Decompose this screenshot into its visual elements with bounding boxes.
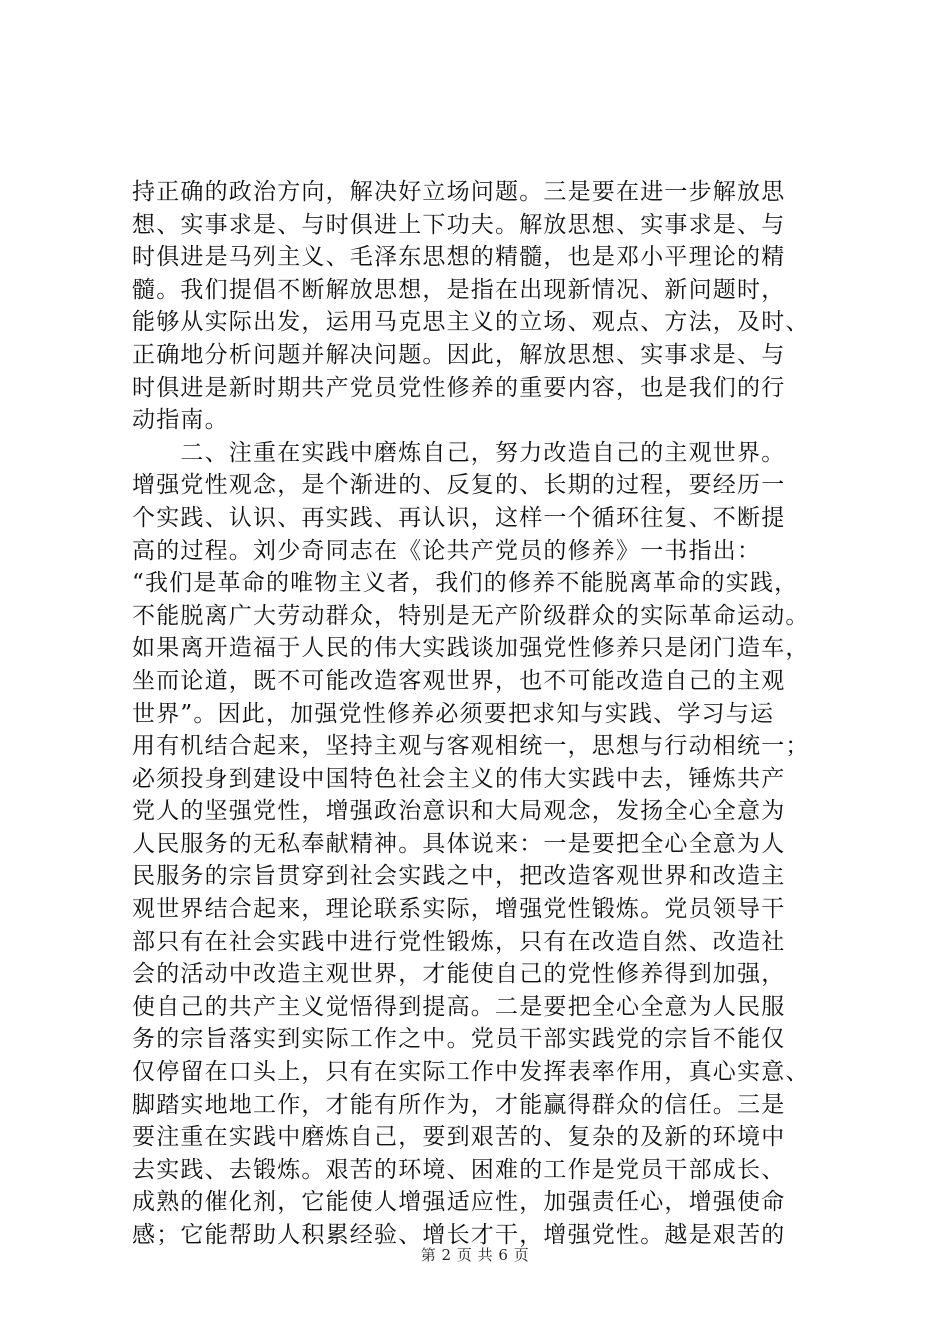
text-line: “我们是革命的唯物主义者，我们的修养不能脱离革命的实践， — [132, 570, 799, 597]
text-line: 部只有在社会实践中进行党性锻炼，只有在改造自然、改造社 — [132, 928, 786, 955]
text-line: 使自己的共产主义觉悟得到提高。二是要把全心全意为人民服 — [132, 993, 786, 1020]
text-line: 用有机结合起来，坚持主观与客观相统一，思想与行动相统一； — [132, 733, 810, 760]
text-line: 如果离开造福于人民的伟大实践谈加强党性修养只是闭门造车， — [132, 635, 810, 662]
text-line: 感；它能帮助人积累经验、增长才干，增强党性。越是艰苦的 — [132, 1222, 786, 1248]
text-line: 时俱进是马列主义、毛泽东思想的精髓，也是邓小平理论的精 — [132, 244, 786, 271]
text-line: 成熟的催化剂，它能使人增强适应性，加强责任心，增强使命 — [132, 1189, 786, 1216]
text-line: 脚踏实地地工作，才能有所作为，才能赢得群众的信任。三是 — [132, 1091, 786, 1118]
text-line: 世界”。因此，加强党性修养必须要把求知与实践、学习与运 — [132, 700, 775, 727]
text-line: 不能脱离广大劳动群众，特别是无产阶级群众的实际革命运动。 — [132, 602, 810, 629]
text-line: 动指南。 — [132, 407, 229, 434]
text-line: 个实践、认识、再实践、再认识，这样一个循环往复、不断提 — [132, 504, 786, 531]
text-line: 要注重在实践中磨炼自己，要到艰苦的、复杂的及新的环境中 — [132, 1124, 786, 1151]
text-line: 党人的坚强党性，增强政治意识和大局观念，发扬全心全意为 — [132, 798, 786, 825]
text-line: 持正确的政治方向，解决好立场问题。三是要在进一步解放思 — [132, 179, 786, 205]
text-line: 二、注重在实践中磨炼自己，努力改造自己的主观世界。 — [132, 439, 786, 466]
text-line: 观世界结合起来，理论联系实际，增强党性锻炼。党员领导干 — [132, 896, 786, 923]
text-line: 仅停留在口头上，只有在实际工作中发挥表率作用，真心实意、 — [132, 1059, 810, 1086]
text-line: 高的过程。刘少奇同志在《论共产党员的修养》一书指出： — [132, 537, 762, 564]
text-line: 人民服务的无私奉献精神。具体说来：一是要把全心全意为人 — [132, 830, 786, 857]
text-line: 正确地分析问题并解决问题。因此，解放思想、实事求是、与 — [132, 341, 786, 368]
text-line: 时俱进是新时期共产党员党性修养的重要内容，也是我们的行 — [132, 374, 786, 401]
page-footer — [0, 1244, 950, 1265]
text-line: 想、实事求是、与时俱进上下功夫。解放思想、实事求是、与 — [132, 211, 786, 238]
text-line: 髓。我们提倡不断解放思想，是指在出现新情况、新问题时， — [132, 276, 786, 303]
page-number-label: 第 2 页 共 6 页 — [420, 1246, 530, 1264]
text-line: 坐而论道，既不可能改造客观世界，也不可能改造自己的主观 — [132, 667, 786, 694]
text-line: 会的活动中改造主观世界，才能使自己的党性修养得到加强， — [132, 961, 786, 988]
text-line: 民服务的宗旨贯穿到社会实践之中，把改造客观世界和改造主 — [132, 863, 786, 890]
text-line: 能够从实际出发，运用马克思主义的立场、观点、方法，及时、 — [132, 309, 810, 336]
text-line: 去实践、去锻炼。艰苦的环境、困难的工作是党员干部成长、 — [132, 1156, 786, 1183]
text-line: 务的宗旨落实到实际工作之中。党员干部实践党的宗旨不能仅 — [132, 1026, 786, 1053]
body-text — [132, 176, 832, 1252]
text-line: 增强党性观念，是个渐进的、反复的、长期的过程，要经历一 — [132, 472, 786, 499]
text-line: 必须投身到建设中国特色社会主义的伟大实践中去，锤炼共产 — [132, 765, 786, 792]
